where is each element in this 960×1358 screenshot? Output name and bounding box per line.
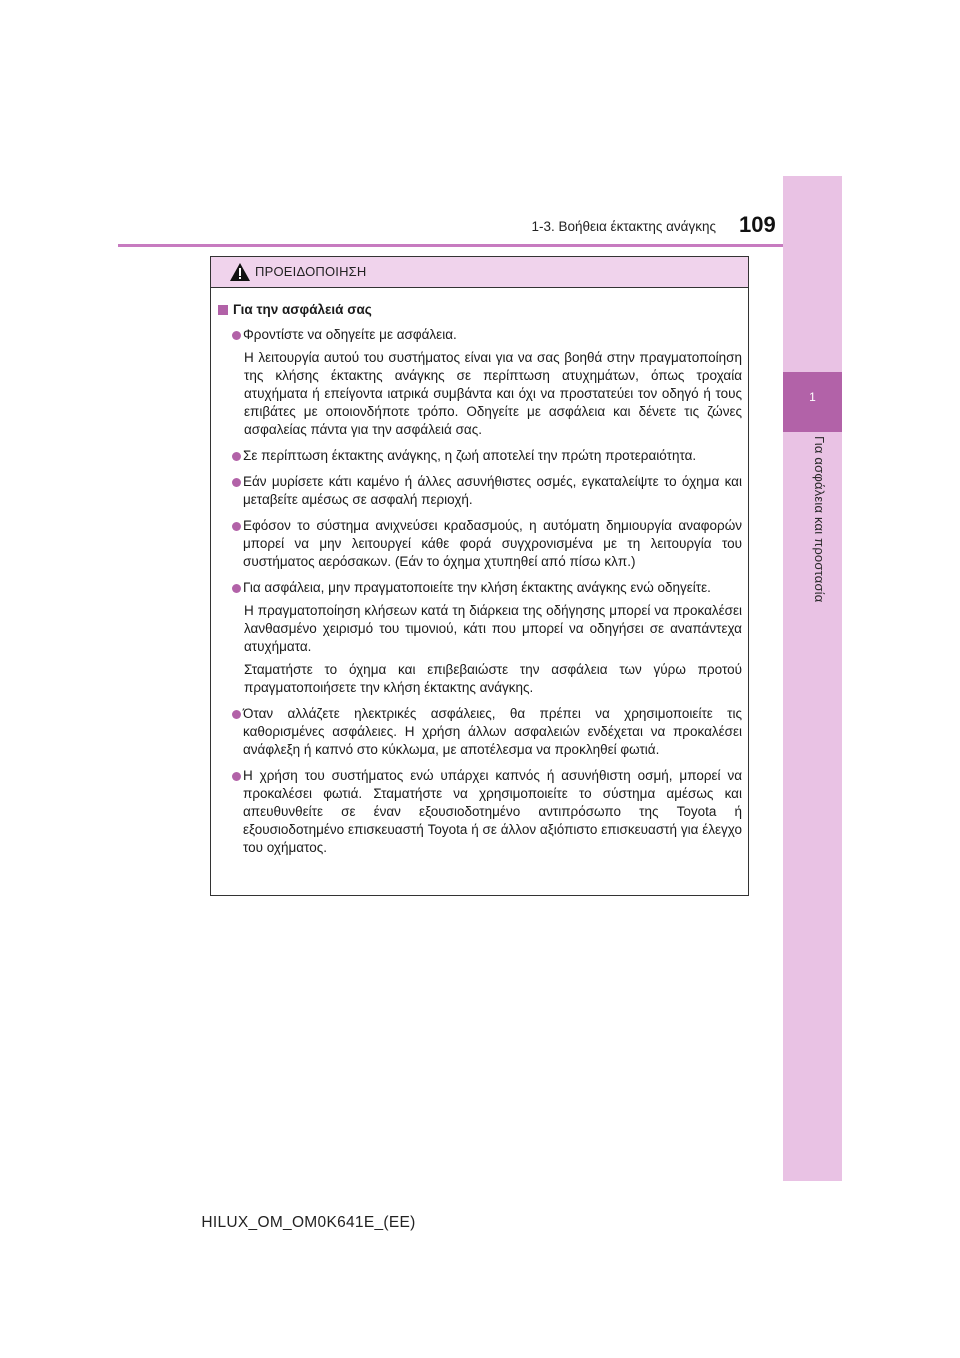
item-text: Εάν μυρίσετε κάτι καμένο ή άλλες ασυνήθιστες οσμές, εγκαταλείψτε το όχημα και μεταβείτε αμέσως σε ασφαλή περιοχή. xyxy=(243,474,742,507)
chapter-title: Για ασφάλεια και προστασία xyxy=(812,436,827,603)
sub-text: Η λειτουργία αυτού του συστήματος είναι για να σας βοηθά στην πραγματοποίηση της κλήσης έκτακτης ανάγκης σε περίπτωση ατυχημάτων, όπως τροχαία ατυχήματα ή επείγοντα ιατρικά συμβάντα και όχι να προστατεύει τον οδηγό ή τους επιβάτες με οποιονδήποτε τρόπο. Οδηγείτε με ασφάλεια και δένετε τις ζώνες ασφαλείας πάντα για την ασφάλειά σας. xyxy=(244,350,742,437)
list-item xyxy=(218,579,742,597)
item-text: Όταν αλλάζετε ηλεκτρικές ασφάλειες, θα πρέπει να χρησιμοποιείτε τις καθορισμένες ασφάλειες. Η χρήση άλλων ασφαλειών ενδέχεται να προκαλέσει ανάφλεξη ή καπνό στο κύκλωμα, με αποτέλεσμα να προκληθεί φωτιά. xyxy=(243,706,742,757)
circle-bullet-icon xyxy=(232,522,241,531)
warning-body xyxy=(211,288,748,857)
list-item xyxy=(218,326,742,344)
square-bullet-icon xyxy=(218,305,228,315)
list-item xyxy=(218,705,742,759)
sub-paragraph xyxy=(218,349,742,439)
item-text: Για ασφάλεια, μην πραγματοποιείτε την κλήση έκτακτης ανάγκης ενώ οδηγείτε. xyxy=(243,580,711,595)
item-text: Σε περίπτωση έκτακτης ανάγκης, η ζωή αποτελεί την πρώτη προτεραιότητα. xyxy=(243,448,697,463)
section-title: 1-3. Βοήθεια έκτακτης ανάγκης xyxy=(531,219,716,234)
list-item xyxy=(218,473,742,509)
topic-title: Για την ασφάλειά σας xyxy=(233,302,372,317)
item-text: Η χρήση του συστήματος ενώ υπάρχει καπνός ή ασυνήθιστη οσμή, μπορεί να προκαλέσει φωτιά. Σταματήστε να χρησιμοποιείτε το σύστημα αμέσως και απευθυνθείτε σε έναν εξουσιοδοτημένο αντιπρόσωπο της Toyota ή εξουσιοδοτημένο επισκευαστή Toyota ή σε άλλον αξιόπιστο επισκευαστή για έλεγχο του οχήματος. xyxy=(243,768,742,855)
item-text: Εφόσον το σύστημα ανιχνεύσει κραδασμούς, η αυτόματη δημιουργία αναφορών μπορεί να μην λειτουργεί κάθε φορά συγχρονισμένα με τη λειτουργία του συστήματος αερόσακων. (Εάν το όχημα χτυπηθεί από πίσω κλπ.) xyxy=(243,518,742,569)
sub-text: Η πραγματοποίηση κλήσεων κατά τη διάρκεια της οδήγησης μπορεί να προκαλέσει λανθασμένο χειρισμό του τιμονιού, κάτι που μπορεί να οδηγήσει σε αναπάντεχα ατυχήματα. xyxy=(244,603,742,654)
warning-header xyxy=(211,257,748,288)
warning-triangle-icon xyxy=(229,262,251,282)
warning-box xyxy=(210,256,749,896)
chapter-number: 1 xyxy=(809,390,816,404)
circle-bullet-icon xyxy=(232,331,241,340)
list-item xyxy=(218,517,742,571)
list-item xyxy=(218,767,742,857)
sub-paragraph xyxy=(218,602,742,656)
item-text: Φροντίστε να οδηγείτε με ασφάλεια. xyxy=(243,327,457,342)
header-rule xyxy=(118,244,783,247)
circle-bullet-icon xyxy=(232,710,241,719)
warning-label: ΠΡΟΕΙΔΟΠΟΙΗΣΗ xyxy=(255,264,367,279)
sub-text: Σταματήστε το όχημα και επιβεβαιώστε την ασφάλεια των γύρω προτού πραγματοποιήσετε την κλήση έκτακτης ανάγκης. xyxy=(244,662,742,695)
side-tab xyxy=(783,176,842,1181)
circle-bullet-icon xyxy=(232,772,241,781)
page-number: 109 xyxy=(739,212,776,237)
list-item xyxy=(218,447,742,465)
document-code: HILUX_OM_OM0K641E_(EE) xyxy=(201,1214,416,1231)
warning-topic xyxy=(218,302,742,322)
circle-bullet-icon xyxy=(232,452,241,461)
circle-bullet-icon xyxy=(232,478,241,487)
circle-bullet-icon xyxy=(232,584,241,593)
sub-paragraph xyxy=(218,661,742,697)
